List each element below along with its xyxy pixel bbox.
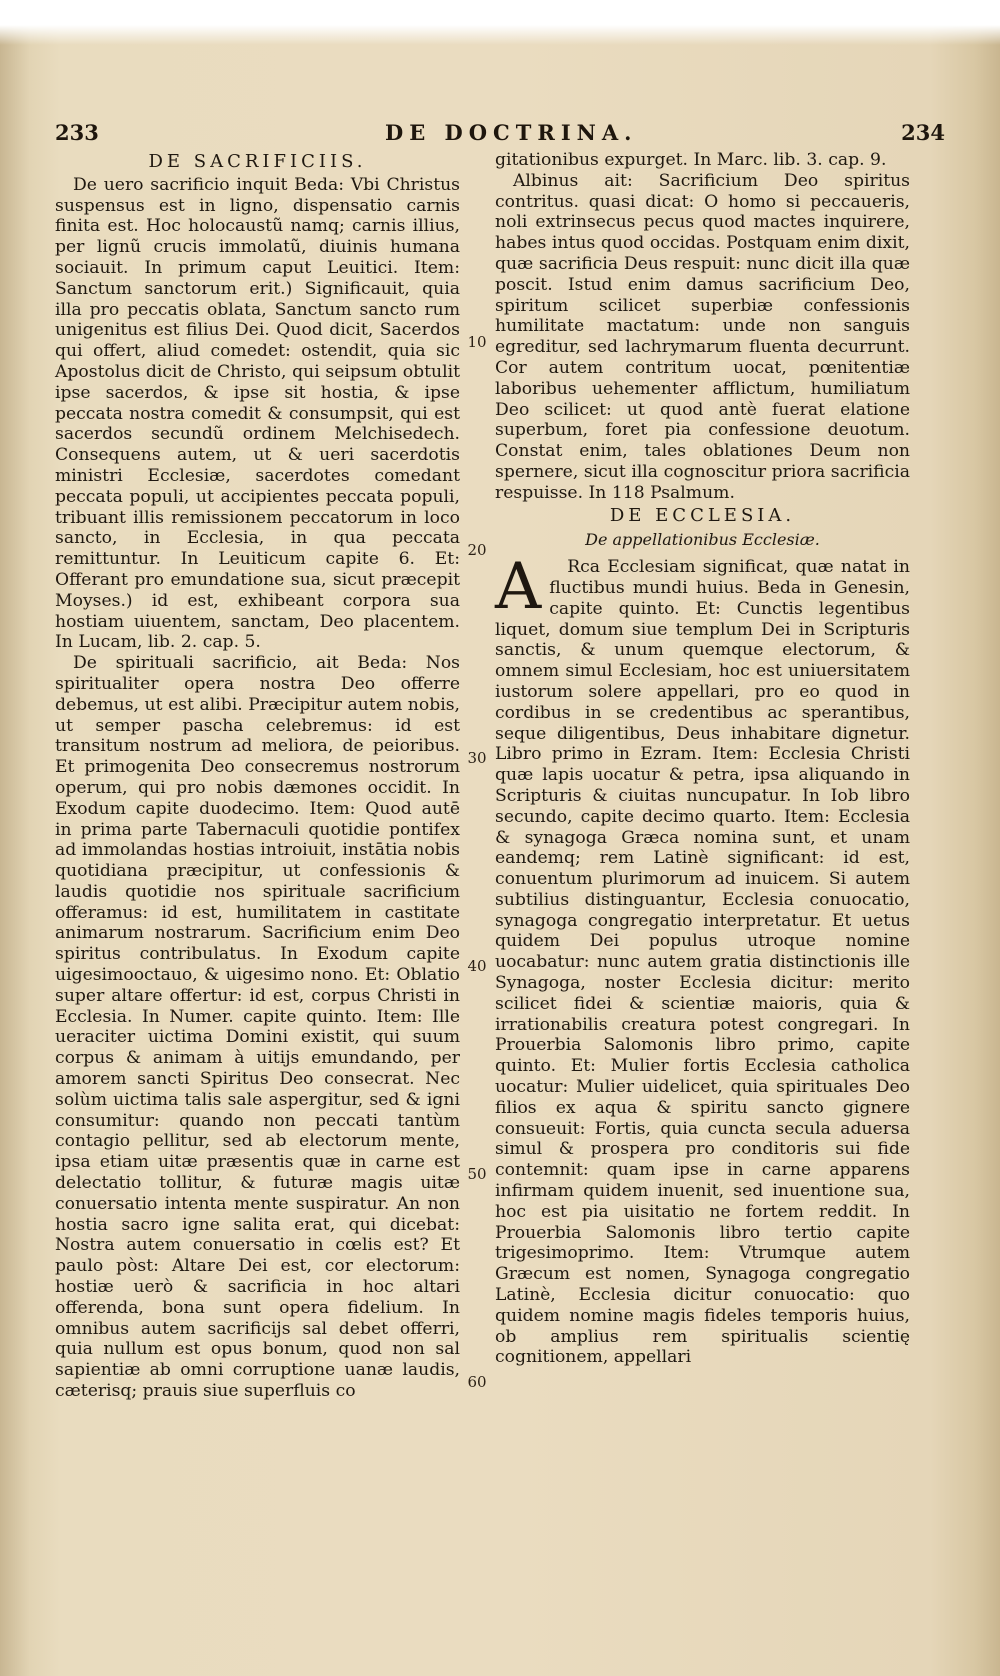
line-number: 30 [467, 749, 487, 767]
running-head [55, 120, 975, 150]
line-number: 20 [467, 541, 487, 559]
line-number: 10 [467, 333, 487, 351]
section-heading-ecclesia: DE ECCLESIA. [609, 504, 796, 526]
line-number: 60 [467, 1373, 487, 1391]
paragraph-text: Rca Ecclesiam significat, quæ natat in fluctibus mundi huius. Beda in Genesin, capite quinto. Et: Cunctis legentibus liquet, domum siue templum Dei in Scripturis sanctis, & unum quemque electorum, & omnem simul Ecclesiam, hoc est uniuersitatem iustorum solere appellari, pro eo quod in cordibus in se credentibus ac sperantibus, seque diligentibus, Deus inhabitare dignetur. Libro primo in Ezram. Item: Ecclesia Christi quæ lapis uocatur & petra, ipsa aliquando in Scripturis & ciuitas nuncupatur. In Iob libro secundo, capite decimo quarto. Item: Ecclesia & synagoga Græca nomina sunt, et unam eandemq; rem Latinè significant: id est, conuentum plurimorum ad inuicem. Si autem subtilius distinguantur, Ecclesia conuocatio, synagoga congregatio interpretatur. Et uetus quidem Dei populus utroque nomine uocabatur: nunc autem gratia distinctionis ille Synagoga, noster Ecclesia dicitur: merito scilicet fidei & scientiæ maioris, quia & irrationabilis creatura potest congregari. In Prouerbia Salomonis libro primo, capite quinto. Et: Mulier fortis Ecclesia catholica uocatur: Mulier uidelicet, quia spirituales Deo filios ex aqua & spiritu sancto gignere consueuit: Fortis, quia cuncta secula aduersa simul & prospera pro conditoris sui fide contemnit: quam ipse in carne apparens infirmam quidem inuenit, sed inuentione sua, hoc est pia uisitatio ne fortem reddit. In Prouerbia Salomonis libro tertio capite trigesimoprimo. Item: Vtrumque autem Græcum est nomen, Synagoga congregatio Latinè, Ecclesia dicitur conuocatio: quo quidem nomine magis fideles temporis huius, ob amplius rem spiritualis scientię cognitionem, appellari [495, 557, 910, 1368]
scan-top-margin [0, 0, 1000, 45]
left-column [55, 150, 460, 1402]
paragraph-with-dropcap [495, 550, 910, 1368]
paragraph: Albinus ait: Sacrificium Deo spiritus contritus. quasi dicat: O homo si peccaueris, noli extrinsecus pecus quod mactes inquirere, habes intus quod occidas. Postquam enim dixit, quæ sacrificia Deus respuit: nunc dicit illa quæ poscit. Istud enim damus sacrificium Deo, spiritum scilicet superbiæ confessionis humilitate mactatum: unde non sanguis egreditur, sed lachrymarum fluenta decurrunt. Cor autem contritum uocat, pœnitentiæ laboribus uehementer afflictum, humiliatum Deo scilicet: ut quod antè fuerat elatione superbum, foret pia confessione deuotum. Constat enim, tales oblationes Deum non spernere, sicut illa cognoscitur priora sacrificia respuisse. In 118 Psalmum. [495, 170, 910, 503]
paragraph: De uero sacrificio inquit Beda: Vbi Christus suspensus est in ligno, dispensatio carnis finita est. Hoc holocaustũ namq; carnis illius, per lignũ crucis immolatũ, diuinis humana sociauit. In primum caput Leuitici. Item: Sanctum sanctorum erit.) Significauit, quia illa pro peccatis oblata, Sanctum sancto rum unigenitus est filius Dei. Quod dicit, Sacerdos qui offert, aliud comedet: ostendit, quia sic Apostolus dicit de Christo, qui seipsum obtulit ipse sacerdos, & ipse sit hostia, & ipse peccata nostra comedit & consumpsit, qui est sacerdos secundũ ordinem Melchisedech. Consequens autem, ut & ueri sacerdotis ministri Ecclesiæ, sacerdotes comedant peccata populi, ut accipientes peccata populi, tribuant illis remissionem peccatorum in loco sancto, in Ecclesia, in qua peccata remittuntur. In Leuiticum capite 6. Et: Offerant pro emundatione sua, sicut præcepit Moyses.) id est, exhibeant corpora sua hostiam uiuentem, sanctam, Deo placentem. In Lucam, lib. 2. cap. 5. [55, 174, 460, 653]
page-number-right: 234 [901, 120, 945, 145]
line-number: 50 [467, 1165, 487, 1183]
section-heading-sacrificiis: DE SACRIFICIIS. [148, 151, 367, 172]
page-number-left: 233 [55, 120, 99, 145]
line-number: 40 [467, 957, 487, 975]
section-subheading: De appellationibus Ecclesiæ. [585, 530, 820, 550]
book-page [55, 60, 975, 1670]
drop-cap-letter: A [495, 550, 542, 625]
paragraph: De spirituali sacrificio, ait Beda: Nos spiritualiter opera nostra Deo offerre debemus, ut est alibi. Præcipitur autem nobis, ut semper pascha celebremus: id est transitum nostrum ad meliora, de peioribus. Et primogenita Deo consecremus nostrorum operum, qui pro nobis dæmones occidit. In Exodum capite duodecimo. Item: Quod autē in prima parte Tabernaculi quotidie pontifex ad immolandas hostias introiuit, instātia nobis quotidiana præcipitur, ut confessionis & laudis quotidie nos spirituale sacrificium offeramus: id est, humilitatem in castitate animarum nostrarum. Sacrificium enim Deo spiritus contribulatus. In Exodum capite uigesimooctauo, & uigesimo nono. Et: Oblatio super altare offertur: id est, corpus Christi in Ecclesia. In Numer. capite quinto. Item: Ille ueraciter uictima Domini existit, qui suum corpus & animam à uitijs emundando, per amorem sancti Spiritus Deo consecrat. Nec solùm uictima talis sale aspergitur, sed & igni consumitur: quando non peccati tantùm contagio pellitur, sed ab electorum mente, ipsa etiam uitæ præsentis quæ in carne est delectatio tollitur, & futuræ magis uitæ conuersatio intenta mente suspiratur. An non hostia sacro igne salita erat, qui dicebat: Nostra autem conuersatio in cœlis est? Et paulo pòst: Altare Dei est, cor electorum: hostiæ uerò & sacrificia in hoc altari offerenda, bona sunt opera fidelium. In omnibus autem sacrificijs sal debet offerri, quia nullum est opus bonum, quod non sal sapientiæ ab omni corruptione uanæ laudis, cæterisq; prauis siue superfluis co [55, 653, 460, 1402]
right-column [495, 150, 910, 1368]
running-title: DE DOCTRINA. [385, 120, 638, 145]
paragraph: gitationibus expurget. In Marc. lib. 3. cap. 9. [495, 150, 887, 170]
